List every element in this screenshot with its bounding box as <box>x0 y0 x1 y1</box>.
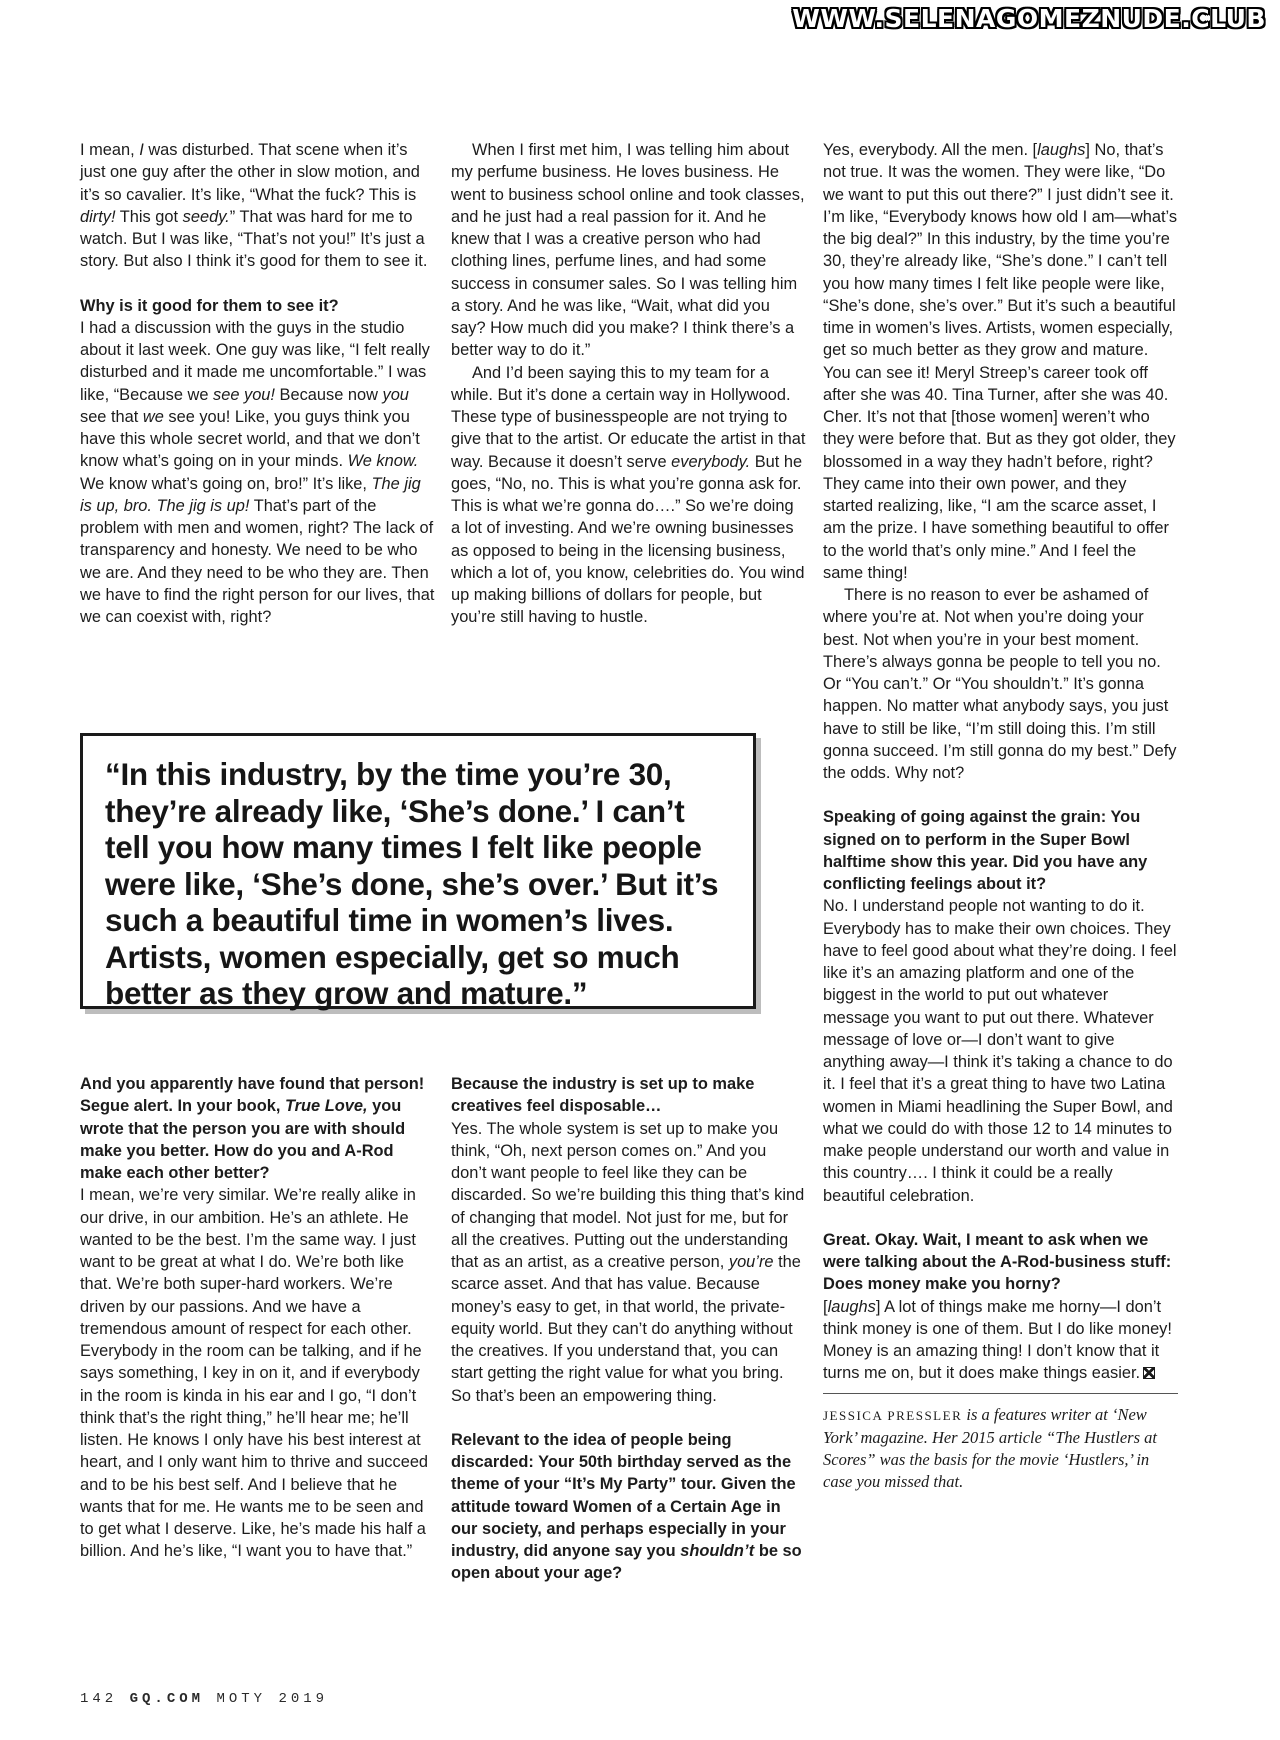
pull-quote-text: “In this industry, by the time you’re 30, they’re already like, ‘She’s done.’ I can’t tell you how many times I felt like people were like, ‘She’s done, she’s over.’ But it’s such a beautiful time in women’s lives. Artists, women especially, get so much better as they grow and mature.” <box>105 756 719 1011</box>
watermark: WWW.SELENAGOMEZNUDE.CLUB <box>792 4 1266 33</box>
answer-paragraph: When I first met him, I was telling him about my perfume business. He loves business. He went to business school online and took classes, and he just had a real passion for it. And he knew that I was a creative person who had clothing lines, perfume lines, and had some success in consumer sales. So I was telling him a story. And he was like, “Wait, what did you say? How much did you make? I think there’s a better way to do it.” <box>451 141 805 360</box>
interview-question: Speaking of going against the grain: You signed on to perform in the Super Bowl halftime show this year. Did you have any conflicting feelings about it? <box>823 808 1148 893</box>
paragraph-gap <box>823 1207 1178 1229</box>
answer-paragraph: I mean, we’re very similar. We’re really alike in our drive, in our ambition. He’s an athlete. He wanted to be the best. I’m the same way. I just want to be great at what I do. We’re both like that. We’re both super-hard workers. We’re driven by our passions. And we have a tremendous amount of respect for each other. Everybody in the room can be talking, and if he says something, I key in on it, and if everybody in the room is kinda in his ear and I go, “I don’t think that’s the right thing,” he’ll hear me; he’ll listen. He knows I only have his best interest at heart, and I only want him to thrive and succeed and to be his best self. And I believe that he wants that for me. He wants me to be seen and to get what I deserve. Like, he’s made his half a billion. And he’s like, “I want you to have that.” <box>80 1186 429 1561</box>
paragraph-gap <box>451 1407 806 1429</box>
paragraph-gap <box>80 273 435 295</box>
interview-question: Because the industry is set up to make creatives feel disposable… <box>451 1075 755 1116</box>
author-bio-text: is a features writer at ‘New York’ magazine. Her 2015 article “The Hustlers at Scores” was the basis for the movie ‘Hustlers,’ in case you missed that. <box>823 1404 1157 1491</box>
interview-question: And you apparently have found that person! Segue alert. In your book, True Love, you wrote that the person you are with should make you better. How do you and A-Rod make each other better? <box>80 1075 425 1182</box>
answer-paragraph: No. I understand people not wanting to do it. Everybody has to make their own choices. They have to feel good about what they’re doing. I feel like it’s an amazing platform and one of the biggest in the world to put out whatever message you want to put out there. Whatever message of love or—I don’t want to give anything away—I think it’s taking a chance to do it. I feel that it’s a great thing to have two Latina women in Miami headlining the Super Bowl, and what we could do with those 12 to 14 minutes to make people understand our worth and value in this country…. I think it could be a really beautiful celebration. <box>823 897 1177 1205</box>
issue-name: MOTY 2019 <box>216 1691 329 1707</box>
answer-paragraph: There is no reason to ever be ashamed of where you’re at. Not when you’re doing your best. Not when you’re in your best moment. There’s always gonna be people to tell you no. Or “You can’t.” Or “You shouldn’t.” It’s gonna happen. No matter what anybody says, you just have to still be like, “I’m still doing this. I’m still gonna succeed. I’m still gonna do my best.” Defy the odds. Why not? <box>823 586 1177 782</box>
article-column-1 <box>80 139 435 628</box>
interview-question: Great. Okay. Wait, I meant to ask when we were talking about the A-Rod-business stuff: Does money make you horny? <box>823 1230 1172 1294</box>
article-column-5 <box>451 1073 806 1585</box>
page-folio <box>80 1691 328 1707</box>
author-bio <box>823 1404 1178 1493</box>
answer-paragraph: I mean, I was disturbed. That scene when it’s just one guy after the other in slow motion, and it’s so cavalier. It’s like, “What the fuck? This is dirty! This got seedy.” That was hard for me to watch. But I was like, “That’s not you!” It’s just a story. But also I think it’s good for them to see it. <box>80 141 428 271</box>
answer-paragraph: Yes, everybody. All the men. [laughs] No, that’s not true. It was the women. They were like, “Do we want to put this out there?” I just didn’t see it. I’m like, “Everybody knows how old I am—what’s the big deal?” In this industry, by the time you’re 30, they’re already like, “She’s done.” I can’t tell you how many times I felt like people were like, “She’s done, she’s over.” But it’s such a beautiful time in women’s lives. Artists, women especially, get so much better as they grow and mature. You can see it! Meryl Streep’s career took off after she was 40. Tina Turner, after she was 40. Cher. It’s not that [those women] weren’t who they were before that. But as they got older, they blossomed in a way they hadn’t before, right? They came into their own power, and they started realizing, like, “I am the scarce asset, I am the prize. I have something beautiful to offer to the world that’s only mine.” And I feel the same thing! <box>823 141 1178 582</box>
answer-paragraph: And I’d been saying this to my team for a while. But it’s done a certain way in Hollywood. These type of businesspeople are not trying to give that to the artist. Or educate the artist in that way. Because it doesn’t serve everybody. But he goes, “No, no. This is what you’re gonna ask for. This is what we’re gonna do….” So we’re doing a lot of investing. And we’re owning businesses as opposed to being in the licensing business, which a lot of, you know, celebrities do. You wind up making billions of dollars for people, but you’re still having to hustle. <box>451 363 806 627</box>
answer-paragraph: Yes. The whole system is set up to make you think, “Oh, next person comes on.” And you don’t want people to feel like they can be discarded. So we’re building this thing that’s kind of changing that model. Not just for me, but for all the creatives. Putting out the understanding that as an artist, as a creative person, you’re the scarce asset. And that has value. Because money’s easy to get, in that world, the private-equity world. But they can’t do anything without the creatives. If you understand that, you can start getting the right value for what you bring. So that’s been an empowering thing. <box>451 1119 805 1405</box>
page-number: 142 <box>80 1691 118 1707</box>
paragraph-gap <box>823 784 1178 806</box>
answer-paragraph: I had a discussion with the guys in the studio about it last week. One guy was like, “I felt really disturbed and it made me uncomfortable.” I was like, “Because we see you! Because now you see that we see you! Like, you guys think you have this whole secret world, and that we don’t know what’s going on in your minds. We know. We know what’s going on, bro!” It’s like, The jig is up, bro. The jig is up! That’s part of the problem with men and women, right? The lack of transparency and honesty. We need to be who we are. And they need to be who they are. Then we have to find the right person for our lives, that we can coexist with, right? <box>80 318 435 626</box>
site-name: GQ.COM <box>129 1691 205 1707</box>
article-column-3 <box>823 139 1178 1493</box>
author-name: JESSICA PRESSLER <box>823 1407 963 1423</box>
end-mark-icon <box>1143 1367 1155 1379</box>
answer-paragraph: [laughs] A lot of things make me horny—I don’t think money is one of them. But I do like money! Money is an amazing thing! I don’t know that it turns me on, but it does make things easier. <box>823 1297 1172 1383</box>
interview-question: Relevant to the idea of people being discarded: Your 50th birthday served as the theme of your “It’s My Party” tour. Given the attitude toward Women of a Certain Age in our society, and perhaps especially in your industry, did anyone say you shouldn’t be so open about your age? <box>451 1430 802 1583</box>
article-column-2 <box>451 139 806 629</box>
interview-question: Why is it good for them to see it? <box>80 296 339 315</box>
article-column-4 <box>80 1073 435 1563</box>
pull-quote <box>80 733 756 1009</box>
bio-divider <box>823 1393 1178 1394</box>
